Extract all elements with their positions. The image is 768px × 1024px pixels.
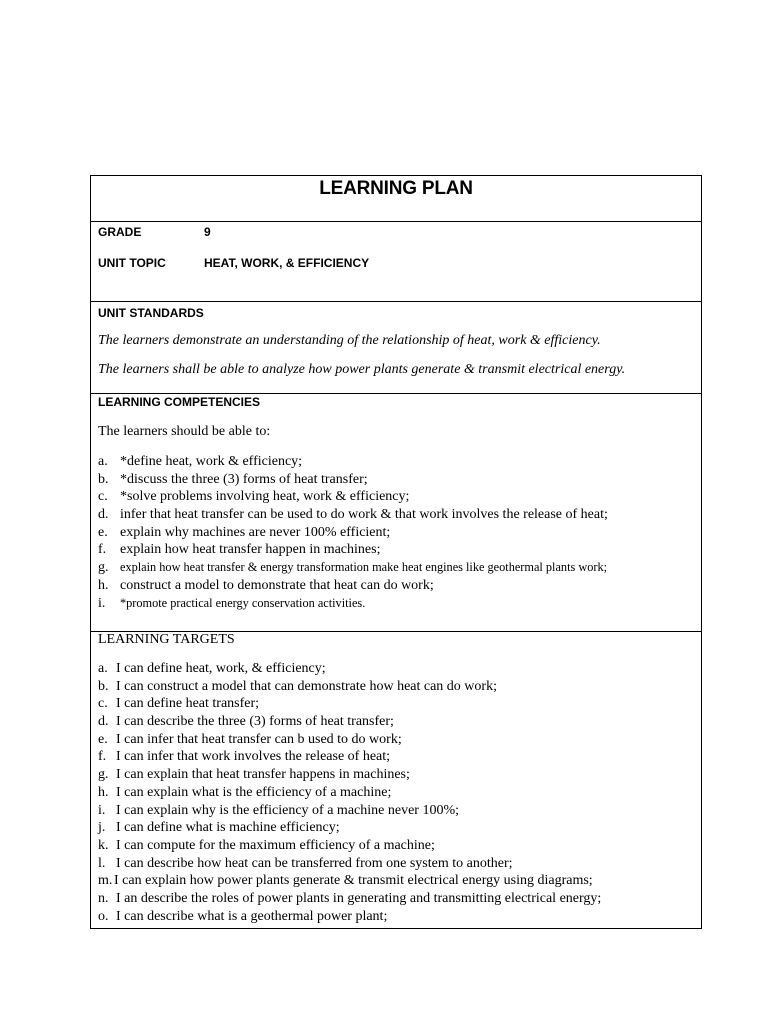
competencies-heading: LEARNING COMPETENCIES [98,395,261,409]
competencies-intro: The learners should be able to: [98,424,271,439]
page-title: LEARNING PLAN [319,178,473,199]
targets-heading: LEARNING TARGETS [98,632,235,647]
unit-standards-section [91,302,701,394]
title-row [91,176,701,222]
grade-value: 9 [204,225,211,239]
learning-targets-section: LEARNING TARGETS a. I can define heat, work, & efficiency; b. I can construct a model that can demonstrate how heat can do work; c. I can define heat transfer; d. I can describe the three (3) forms of heat transfer; e. I can infer that heat transfer can b used to do work; f. I can infer that work involves the release of heat; g. I can explain that heat transfer happens in machines; h. I can explain what is the efficiency of a machine; i. I can explain why is the efficiency of a machine never 100%; j. I can define what is machine efficiency; k. I can compute for the maximum efficiency of a machine; l. I can describe how heat can be transferred from one system to another; m. I can explain how power plants generate & transmit electrical energy using diagrams; n. I an describe the roles of power plants in generating and transmitting electrical energy; o. I can describe what is a geothermal power plant; [98,632,602,924]
grade-topic-row [91,222,701,302]
grade-label: GRADE [98,225,142,239]
learning-plan-table [90,175,702,929]
standard-line-1: The learners demonstrate an understanding of the relationship of heat, work & efficiency. [98,333,601,348]
learning-competencies-section: LEARNING COMPETENCIES The learners should be able to: a. *define heat, work & efficiency; b. *discuss the three (3) forms of heat transfer; c. *solve problems involving heat, work & efficiency; d. infer that heat transfer can be used to do work & that work involves the release of heat; e. explain why machines are never 100% efficient; f. explain how heat transfer happen in machines; g. explain how heat transfer & energy transformation make heat engines like geothermal plants work; h. construct a model to demonstrate that heat can do work; i. *promote practical energy conservation activities. [91,394,701,632]
unit-topic-value: HEAT, WORK, & EFFICIENCY [204,256,370,270]
unit-topic-label: UNIT TOPIC [98,256,166,270]
standard-line-2: The learners shall be able to analyze how power plants generate & transmit electrical energy. [98,362,626,377]
unit-standards-heading: UNIT STANDARDS [98,306,204,320]
